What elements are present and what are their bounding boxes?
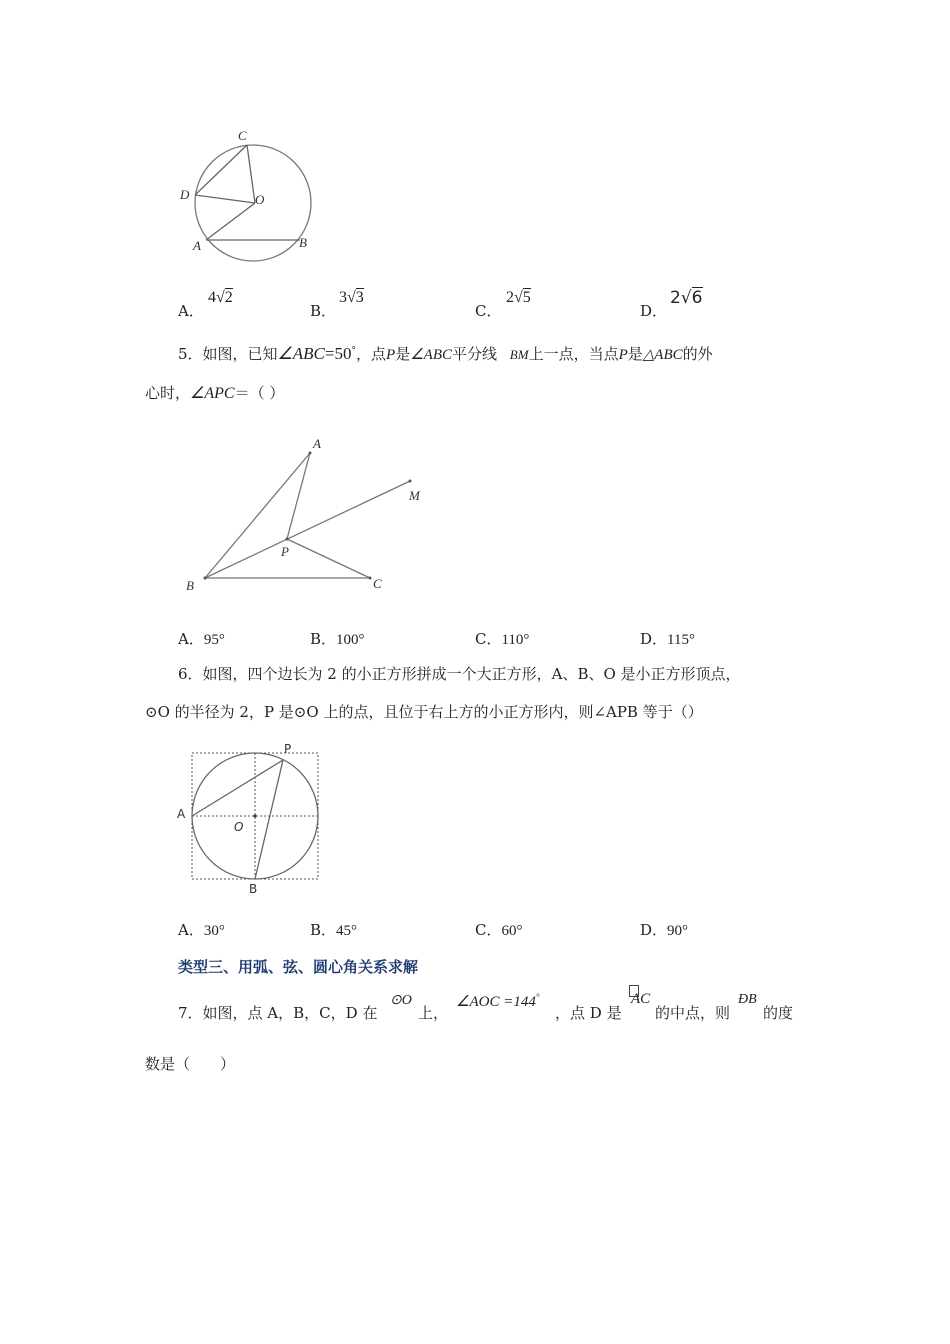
- q4-label-c: C: [238, 128, 247, 143]
- option-letter: C．: [475, 921, 502, 939]
- sqrt-icon: √: [514, 289, 523, 306]
- q6-line-1: 6．如图，四个边长为 2 的小正方形拼成一个大正方形，A、B、O 是小正方形顶点，: [178, 665, 741, 683]
- option-letter: A．: [178, 302, 204, 320]
- option-value: 110°: [501, 632, 530, 648]
- q7-text-midpoint: 的中点，则: [655, 1004, 731, 1022]
- q6-figure: [172, 738, 332, 898]
- option-letter: D．: [640, 921, 668, 939]
- radicand: 6: [691, 288, 703, 308]
- option-letter: A．: [178, 921, 204, 939]
- q5-label-p: P: [281, 544, 289, 559]
- q7-text-point-d: ，点 D 是: [555, 1004, 622, 1022]
- coef: 2: [670, 288, 681, 308]
- coef: 2: [506, 289, 514, 306]
- text: ＝（ ）: [234, 384, 285, 402]
- q6-option-c[interactable]: [475, 919, 522, 940]
- math-angle-abc: ∠ABC: [410, 347, 452, 363]
- q4-figure: [175, 125, 325, 275]
- option-value: 100°: [336, 632, 365, 648]
- option-value: 115°: [667, 632, 695, 648]
- sqrt-icon: √: [216, 289, 225, 306]
- q4-option-d[interactable]: [640, 300, 667, 321]
- option-letter: D．: [640, 630, 668, 648]
- radicand: 5: [522, 289, 531, 306]
- q7-arc-ac: [631, 991, 650, 1008]
- radicand: 2: [224, 289, 233, 306]
- sqrt-icon: √: [680, 288, 692, 308]
- q5-line-1: [178, 343, 713, 364]
- q6-option-b[interactable]: [310, 919, 357, 940]
- q4-label-b: B: [299, 235, 307, 250]
- option-letter: B．: [310, 921, 337, 939]
- q5-label-b: B: [186, 578, 194, 593]
- option-value: 45°: [336, 923, 358, 939]
- q5-figure: [175, 430, 435, 600]
- q5-option-a[interactable]: [178, 628, 225, 649]
- q7-line-2: 数是（ ）: [145, 1055, 236, 1073]
- q5-label-m: M: [409, 488, 420, 503]
- text: 平分线: [451, 345, 497, 363]
- text: 7．如图，点 A，B，C，D 在: [178, 1004, 378, 1022]
- q4-option-d-value: [670, 288, 703, 308]
- q5-option-b[interactable]: [310, 628, 365, 649]
- q5-label-a: A: [313, 436, 321, 451]
- option-letter: A．: [178, 630, 204, 648]
- text: 上一点，当点: [528, 345, 619, 363]
- q5-label-c: C: [373, 576, 382, 591]
- math-bm: BM: [509, 347, 529, 362]
- q7-arc-db: ÐB: [738, 992, 757, 1007]
- option-letter: B．: [310, 630, 337, 648]
- math-p: P: [618, 347, 628, 363]
- q6-label-a: A: [177, 807, 186, 821]
- q7-text-degree: 的度: [763, 1004, 794, 1022]
- option-letter: C．: [475, 630, 502, 648]
- degree-sign: °: [351, 346, 356, 356]
- q7-text-shang: 上，: [418, 1004, 449, 1022]
- option-value: 30°: [203, 923, 225, 939]
- q4-option-c[interactable]: [475, 300, 501, 321]
- q7-line-1: [178, 1002, 377, 1023]
- text: 是: [395, 345, 411, 363]
- sqrt-icon: √: [347, 289, 356, 306]
- q5-line-2: [145, 382, 284, 403]
- q4-label-a: A: [193, 238, 201, 253]
- q5-option-c[interactable]: [475, 628, 529, 649]
- option-value: 90°: [667, 923, 689, 939]
- q7-circle-o: ⊙O: [390, 993, 412, 1008]
- text: 5．如图，已知: [178, 345, 278, 363]
- text: 是: [627, 345, 643, 363]
- math-value: =50: [324, 344, 352, 363]
- degree-sign: °: [535, 992, 540, 1002]
- q6-option-a[interactable]: [178, 919, 225, 940]
- text: 心时，: [145, 384, 191, 402]
- math-arc-ac: AC: [631, 991, 651, 1007]
- section-heading: 类型三、用弧、弦、圆心角关系求解: [178, 958, 419, 976]
- option-value: 60°: [501, 923, 523, 939]
- text: 的外: [682, 345, 713, 363]
- coef: 3: [339, 289, 347, 306]
- math-p: P: [386, 347, 396, 363]
- q4-option-b-value: [339, 289, 364, 307]
- math-triangle-abc: △ABC: [642, 347, 683, 363]
- q4-option-c-value: [506, 289, 531, 307]
- q7-angle-aoc: [456, 992, 539, 1011]
- option-letter: B．: [310, 302, 337, 320]
- q4-label-d: D: [180, 187, 190, 202]
- math-angle-abc: ∠ABC: [277, 344, 325, 363]
- option-letter: C．: [475, 302, 502, 320]
- q4-option-a[interactable]: [178, 300, 204, 321]
- q6-option-d[interactable]: [640, 919, 688, 940]
- math-angle-apc: ∠APC: [190, 385, 235, 402]
- q6-label-p: P: [284, 742, 292, 756]
- radicand: 3: [355, 289, 364, 306]
- q6-line-2: ⊙O 的半径为 2，P 是⊙O 上的点，且位于右上方的小正方形内，则∠APB 等于（）: [145, 703, 703, 721]
- q4-label-o: O: [255, 192, 265, 207]
- coef: 4: [208, 289, 216, 306]
- text: ，点: [356, 345, 387, 363]
- q4-option-a-value: [208, 289, 233, 307]
- q4-option-b[interactable]: [310, 300, 336, 321]
- math-angle-aoc: ∠AOC =144: [456, 994, 536, 1010]
- q5-option-d[interactable]: [640, 628, 695, 649]
- option-letter: D．: [640, 302, 668, 320]
- q6-label-b: B: [249, 882, 258, 896]
- option-value: 95°: [203, 632, 225, 648]
- q6-label-o: O: [234, 820, 244, 834]
- arc-icon: [629, 985, 639, 997]
